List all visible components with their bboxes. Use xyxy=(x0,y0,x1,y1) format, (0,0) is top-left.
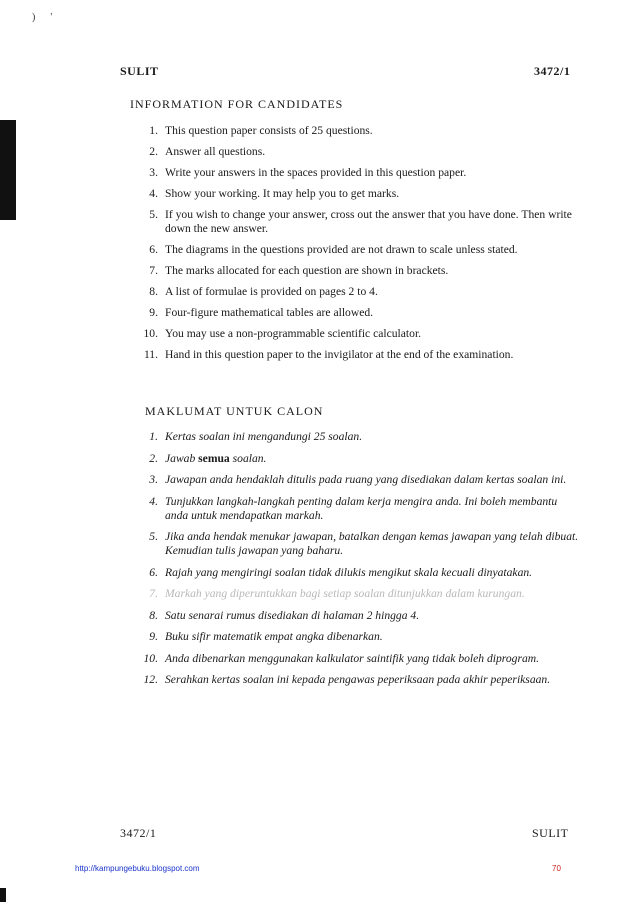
list-item-text: Jawapan anda hendaklah ditulis pada ruang yang disediakan dalam kertas soalan ini. xyxy=(165,473,567,486)
footer-left: 3472/1 xyxy=(120,826,157,840)
list-item-text: Write your answers in the spaces provided in this question paper. xyxy=(165,166,467,179)
list-item-text: The diagrams in the questions provided are not drawn to scale unless stated. xyxy=(165,243,518,256)
list-item: 5. Jika anda hendak menukar jawapan, batalkan dengan kemas jawapan yang telah dibuat. Kemudian tulis jawapan yang baharu. xyxy=(149,530,579,557)
list-item: 7. The marks allocated for each question are shown in brackets. xyxy=(149,264,449,277)
info-ms-title: MAKLUMAT UNTUK CALON xyxy=(145,404,324,418)
list-item-text: Markah yang diperuntukkan bagi setiap soalan ditunjukkan dalam kurungan. xyxy=(165,587,525,600)
list-item: 11. Hand in this question paper to the invigilator at the end of the examination. xyxy=(143,348,514,361)
list-item-text: A list of formulae is provided on pages 2 to 4. xyxy=(165,285,378,298)
page-number: 70 xyxy=(552,864,561,873)
list-item: 3. Jawapan anda hendaklah ditulis pada ruang yang disediakan dalam kertas soalan ini. xyxy=(149,473,567,486)
list-item-text: Anda dibenarkan menggunakan kalkulator saintifik yang tidak boleh diprogram. xyxy=(165,651,540,665)
scan-edge-mark xyxy=(0,120,16,220)
footer-right: SULIT xyxy=(532,826,569,840)
source-link[interactable]: http://kampungebuku.blogspot.com xyxy=(75,864,200,873)
list-item: 10. You may use a non-programmable scientific calculator. xyxy=(143,327,422,340)
info-en-list xyxy=(130,124,580,369)
list-item-text: The marks allocated for each question are shown in brackets. xyxy=(165,264,449,277)
info-en-title: INFORMATION FOR CANDIDATES xyxy=(130,97,344,111)
header-left: SULIT xyxy=(120,64,159,78)
list-item: 8. A list of formulae is provided on pages 2 to 4. xyxy=(149,285,378,298)
list-item-text: If you wish to change your answer, cross out the answer that you have done. Then write down the new answer. xyxy=(165,208,572,235)
list-item-text: Four-figure mathematical tables are allowed. xyxy=(165,306,374,319)
list-item-text: Rajah yang mengiringi soalan tidak dilukis mengikut skala kecuali dinyatakan. xyxy=(165,565,533,579)
list-item-text: Serahkan kertas soalan ini kepada pengawas peperiksaan pada akhir peperiksaan. xyxy=(165,673,551,686)
scan-dust-mark: ) ' xyxy=(32,12,53,23)
list-item: 2. Jawab semua soalan. xyxy=(149,451,267,465)
list-item: 10. Anda dibenarkan menggunakan kalkulator saintifik yang tidak boleh diprogram. xyxy=(143,651,540,665)
list-item-text: You may use a non-programmable scientific calculator. xyxy=(165,327,422,340)
list-item: 6. Rajah yang mengiringi soalan tidak dilukis mengikut skala kecuali dinyatakan. xyxy=(149,565,533,579)
list-item-text: Tunjukkan langkah-langkah penting dalam kerja mengira anda. Ini boleh membantu anda untuk mendapatkan markah. xyxy=(165,494,558,522)
list-item: 3. Write your answers in the spaces provided in this question paper. xyxy=(149,166,467,179)
list-item: 5. If you wish to change your answer, cross out the answer that you have done. Then write down the new answer. xyxy=(149,208,572,235)
info-ms-list xyxy=(130,430,580,695)
list-item-text: Show your working. It may help you to get marks. xyxy=(165,187,400,200)
list-item-text: Jawab semua soalan. xyxy=(165,451,267,465)
header-right: 3472/1 xyxy=(534,64,571,78)
list-item: 4. Show your working. It may help you to get marks. xyxy=(149,187,400,200)
list-item-text: Jika anda hendak menukar jawapan, batalkan dengan kemas jawapan yang telah dibuat. Kemudian tulis jawapan yang baharu. xyxy=(165,530,579,557)
list-item: 9. Buku sifir matematik empat angka dibenarkan. xyxy=(149,630,383,643)
list-item: 2. Answer all questions. xyxy=(149,145,266,158)
list-item: 1. This question paper consists of 25 questions. xyxy=(149,124,373,137)
list-item: 6. The diagrams in the questions provided are not drawn to scale unless stated. xyxy=(149,243,518,256)
scan-corner-mark xyxy=(0,888,6,902)
list-item-text: Buku sifir matematik empat angka dibenarkan. xyxy=(165,630,383,643)
list-item: 4. Tunjukkan langkah-langkah penting dalam kerja mengira anda. Ini boleh membantu anda untuk mendapatkan markah. xyxy=(149,494,558,522)
list-item: 7. Markah yang diperuntukkan bagi setiap soalan ditunjukkan dalam kurungan. xyxy=(149,587,525,600)
list-item: 8. Satu senarai rumus disediakan di halaman 2 hingga 4. xyxy=(149,608,420,622)
list-item-text: Hand in this question paper to the invigilator at the end of the examination. xyxy=(165,348,514,361)
list-item-text: Satu senarai rumus disediakan di halaman 2 hingga 4. xyxy=(165,608,420,622)
list-item: 1. Kertas soalan ini mengandungi 25 soalan. xyxy=(149,430,363,443)
list-item: 9. Four-figure mathematical tables are allowed. xyxy=(149,306,374,319)
list-item-text: Answer all questions. xyxy=(165,145,266,158)
list-item-text: This question paper consists of 25 questions. xyxy=(165,124,373,137)
list-item-text: Kertas soalan ini mengandungi 25 soalan. xyxy=(165,430,363,443)
list-item: 12. Serahkan kertas soalan ini kepada pengawas peperiksaan pada akhir peperiksaan. xyxy=(143,673,551,686)
